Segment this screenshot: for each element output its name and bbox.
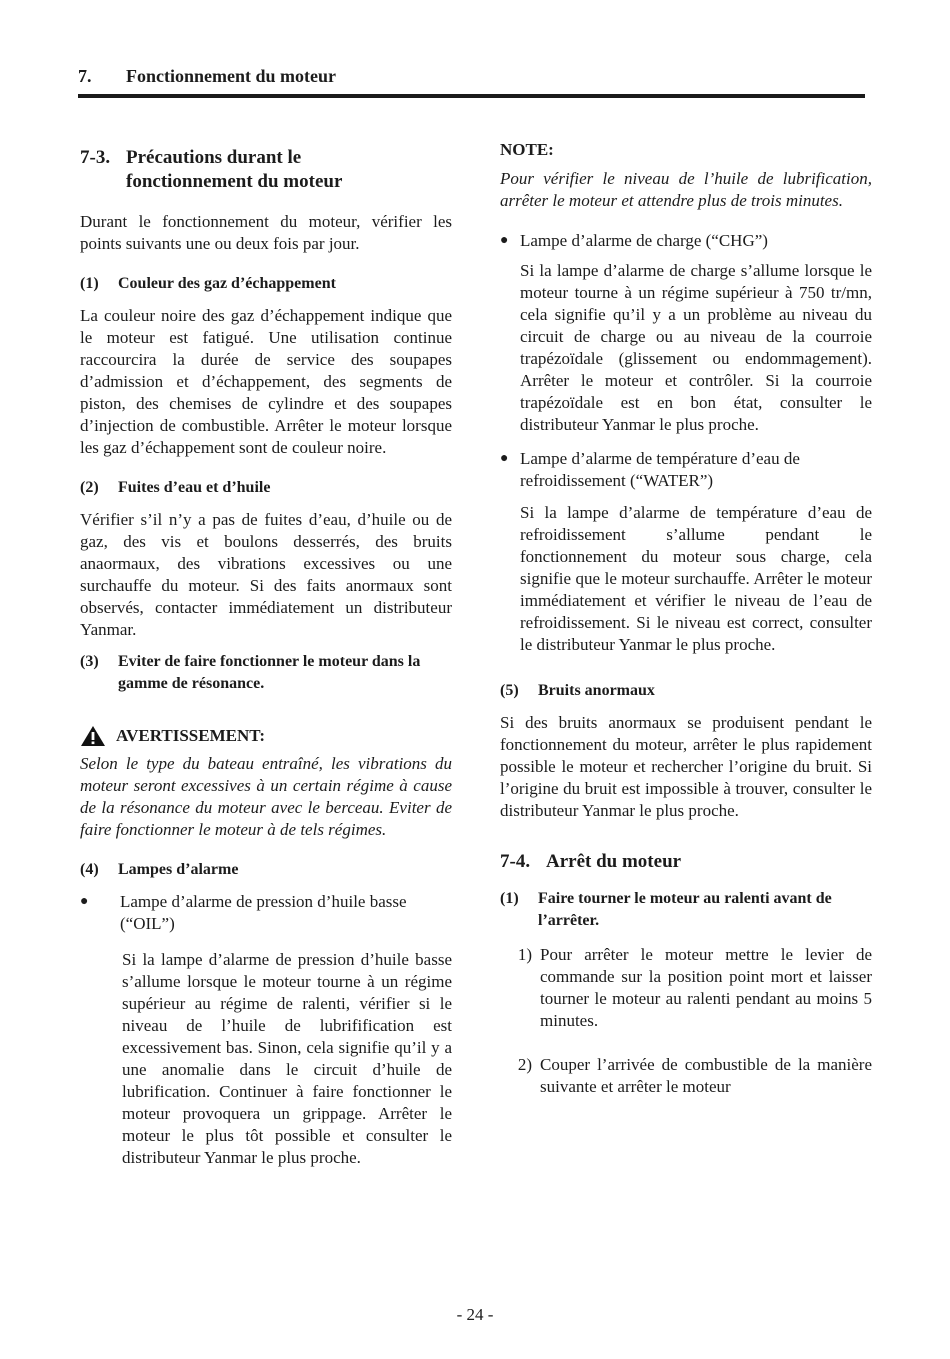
subsection-number: (1) <box>500 890 519 907</box>
charge-lamp-label: Lampe d’alarme de charge (“CHG”) <box>520 231 768 250</box>
step-1 <box>500 944 872 1032</box>
oil-lamp-text: Si la lampe d’alarme de pression d’huile basse s’allume lorsque le moteur tourne à un régime supérieur au régime de ralenti, vérifier si le niveau de l’huile de lubrifification est excessivement bas. Sinon, cela signifie qu’il y a une anomalie dans le circuit d’huile de lubrification. Continuer à faire fonctionner le moteur provoquera un grippage. Arrêter le moteur le plus tôt possible et consulter le distributeur Yanmar le plus proche. <box>122 950 452 1167</box>
bullet-dot-icon: ● <box>500 233 509 248</box>
subsection-2-heading <box>80 477 452 499</box>
warning-text: Selon le type du bateau entraîné, les vibrations du moteur seront excessives à un certain régime à cause de la résonance du moteur avec le berceau. Eviter de faire fonctionner le moteur à de tels régimes. <box>80 754 452 839</box>
subsection-title: Faire tourner le moteur au ralenti avant de l’arrêter. <box>538 890 832 929</box>
subsection-2-text: Vérifier s’il n’y a pas de fuites d’eau, d’huile ou de gaz, des vis et boulons desserrés, des bruits anaormaux, des vibrations excessives ou une surchauffe du moteur. Si des faits anormaux sont observés, contacter immédiatement un distributeur Yanmar. <box>80 510 452 639</box>
page-header <box>78 66 336 87</box>
list-item-charge-lamp <box>500 230 872 252</box>
subsection-title: Lampes d’alarme <box>118 861 239 878</box>
header-rule <box>78 94 865 98</box>
subsection-number: (3) <box>80 653 99 670</box>
right-column <box>500 140 872 1098</box>
list-item-oil-lamp <box>80 891 452 935</box>
warning-heading <box>80 725 452 747</box>
subsection-number: (2) <box>80 479 99 496</box>
step-number: 1) <box>517 945 532 964</box>
subsection-number: (1) <box>80 275 99 292</box>
subsection-number: (5) <box>500 682 519 699</box>
bullet-dot-icon: ● <box>500 451 509 466</box>
section-number: 7-4. <box>500 851 531 872</box>
water-lamp-label: Lampe d’alarme de température d’eau de refroidissement (“WATER”) <box>520 449 800 490</box>
subsection-4-heading <box>80 859 452 881</box>
oil-lamp-label: Lampe d’alarme de pression d’huile basse (“OIL”) <box>120 892 407 933</box>
note-text: Pour vérifier le niveau de l’huile de lubrification, arrêter le moteur et attendre plus de trois minutes. <box>500 169 872 210</box>
subsection-title: Couleur des gaz d’échappement <box>118 275 336 292</box>
step-2 <box>500 1054 872 1098</box>
chapter-title: Fonctionnement du moteur <box>126 66 336 86</box>
subsection-1-heading <box>80 273 452 295</box>
subsection-number: (4) <box>80 861 99 878</box>
warning-triangle-icon <box>80 725 106 747</box>
section-7-3-heading <box>80 146 452 194</box>
subsection-5-text: Si des bruits anormaux se produisent pendant le fonctionnement du moteur, arrêter le plus rapidement possible le moteur et rechercher l’origine du bruit. Si l’origine du bruit est impossible à trouver, consulter le distributeur Yanmar le plus proche. <box>500 713 872 820</box>
list-item-water-lamp <box>500 448 872 492</box>
section-title: Arrêt du moteur <box>546 851 682 872</box>
step-text: Couper l’arrivée de combustible de la manière suivante et arrêter le moteur <box>540 1055 872 1096</box>
section-7-4-heading <box>500 850 872 874</box>
page-number: - 24 - <box>456 1305 494 1324</box>
warning-title: AVERTISSEMENT: <box>116 726 265 745</box>
subsection-3-heading <box>80 651 452 695</box>
subsection-title: Eviter de faire fonctionner le moteur dans la gamme de résonance. <box>118 653 421 692</box>
section-intro: Durant le fonctionnement du moteur, vérifier les points suivants une ou deux fois par jour. <box>80 212 452 253</box>
subsection-title: Bruits anormaux <box>538 682 655 699</box>
section-title: Précautions durant le fonctionnement du moteur <box>126 147 343 192</box>
step-number: 2) <box>517 1055 532 1074</box>
chapter-number: 7. <box>78 66 92 86</box>
step-text: Pour arrêter le moteur mettre le levier de commande sur la position point mort et laisser tourner le moteur au ralenti pendant au moins 5 minutes. <box>540 945 872 1030</box>
charge-lamp-text: Si la lampe d’alarme de charge s’allume lorsque le moteur tourne à un régime supérieur à 750 tr/mn, cela signifie qu’il y a un problème au niveau du circuit de charge ou au niveau de la courroie trapézoïdale (glissement ou endommagement). Arrêter le moteur et contrôler. Si la courroie trapézoïdale est en bon état, consulter le distributeur Yanmar le plus proche. <box>520 261 872 434</box>
subsection-1-text: La couleur noire des gaz d’échappement indique que le moteur est fatigué. Une utilisation continue raccourcira la durée de service des soupapes d’admission et d’échappement, des segments de piston, des chemises de cylindre et des soupapes d’injection de combustible. Arrêter le moteur lorsque les gaz d’échappement sont de couleur noire. <box>80 306 452 457</box>
section-number: 7-3. <box>80 147 111 168</box>
note-title: NOTE: <box>500 140 554 159</box>
subsection-title: Fuites d’eau et d’huile <box>118 479 271 496</box>
left-column <box>80 140 452 1169</box>
stop-subsection-1-heading <box>500 888 872 932</box>
subsection-5-heading <box>500 680 872 702</box>
bullet-dot-icon: ● <box>80 894 89 909</box>
water-lamp-text: Si la lampe d’alarme de température d’eau de refroidissement s’allume pendant le fonctionnement du moteur sous charge, cela signifie que le moteur surchauffe. Arrêter le moteur immédiatement et vérifier le niveau de l’eau de refroidissement. Si le niveau est correct, consulter le distributeur Yanmar le plus proche. <box>520 503 872 654</box>
